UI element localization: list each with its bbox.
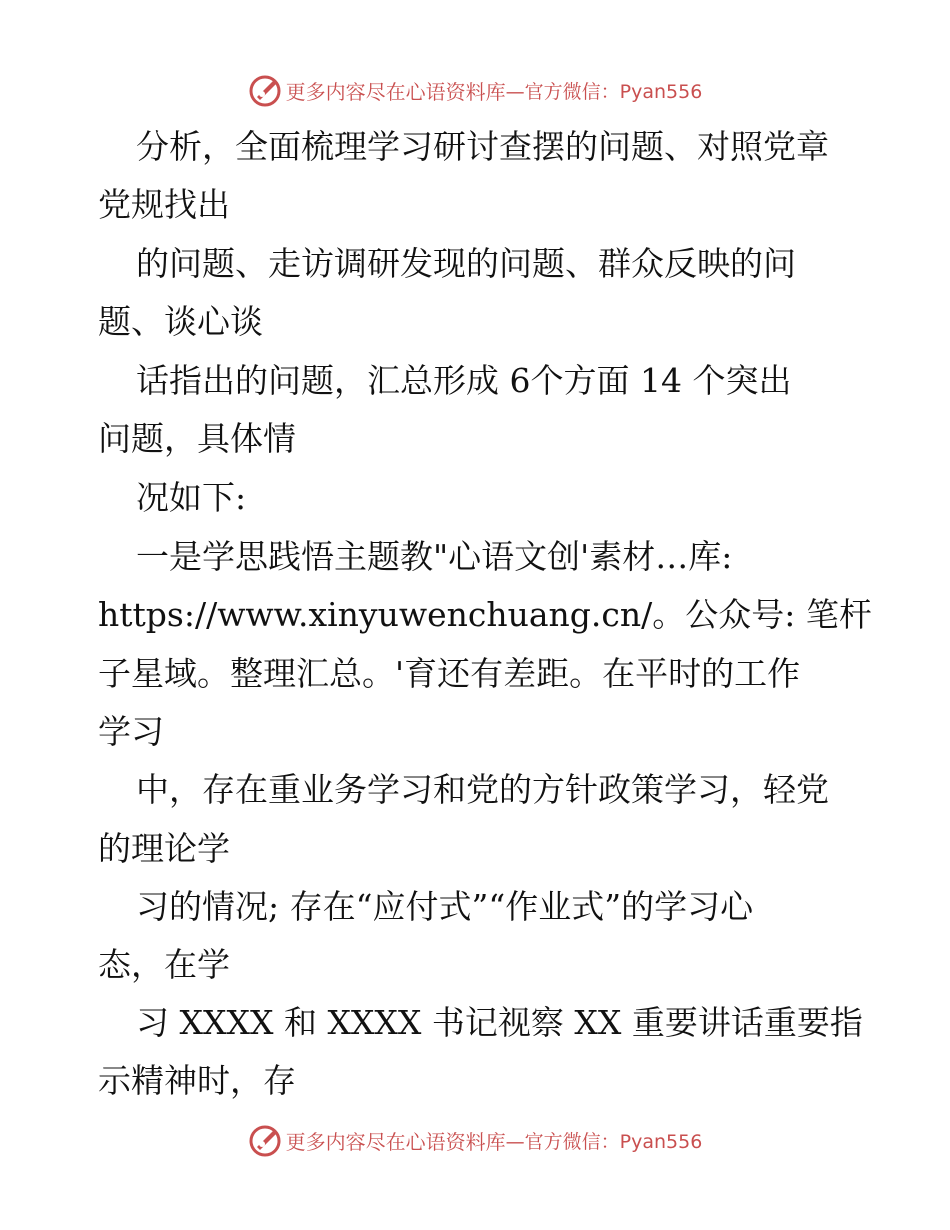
paragraph-8-line-1: 习 XXXX 和 XXXX 书记视察 XX 重要讲话重要指 [136, 1003, 863, 1042]
footer-banner-text: 更多内容尽在心语资料库 [285, 1129, 506, 1154]
paragraph-5-line-3: 子星域。整理汇总。'育还有差距。在平时的工作 [98, 654, 801, 693]
paragraph-1-line-2: 党规找出 [98, 185, 230, 224]
paragraph-7-line-2: 态，在学 [98, 945, 230, 984]
header-banner-text: 更多内容尽在心语资料库 [285, 79, 506, 104]
footer-banner-contact: —官方微信：Pyan556 [505, 1130, 703, 1153]
header-banner-contact: —官方微信：Pyan556 [505, 80, 703, 103]
paragraph-5-line-4: 学习 [98, 712, 164, 751]
paragraph-5-line-2: https://www.xinyuwenchuang.cn/。公众号: 笔杆 [98, 595, 872, 634]
paragraph-2-line-2: 题、谈心谈 [98, 302, 263, 341]
paragraph-1-line-1: 分析，全面梳理学习研讨查摆的问题、对照党章 [136, 127, 829, 166]
paragraph-3-line-2: 问题，具体情 [98, 419, 296, 458]
paragraph-6-line-2: 的理论学 [98, 829, 230, 868]
footer-banner [0, 1122, 950, 1158]
paragraph-6-line-1: 中，存在重业务学习和党的方针政策学习，轻党 [136, 770, 829, 809]
paragraph-3-line-1: 话指出的问题，汇总形成 6个方面 14 个突出 [136, 361, 792, 400]
pen-logo-icon [248, 1123, 282, 1157]
paragraph-2-line-1: 的问题、走访调研发现的问题、群众反映的问 [136, 244, 796, 283]
paragraph-5-line-1: 一是学思践悟主题教"心语文创'素材…库: [136, 537, 733, 576]
paragraph-8-line-2: 示精神时，存 [98, 1061, 296, 1100]
paragraph-4-line-1: 况如下: [136, 478, 247, 517]
paragraph-7-line-1: 习的情况; 存在“应付式”“作业式”的学习心 [136, 887, 754, 926]
